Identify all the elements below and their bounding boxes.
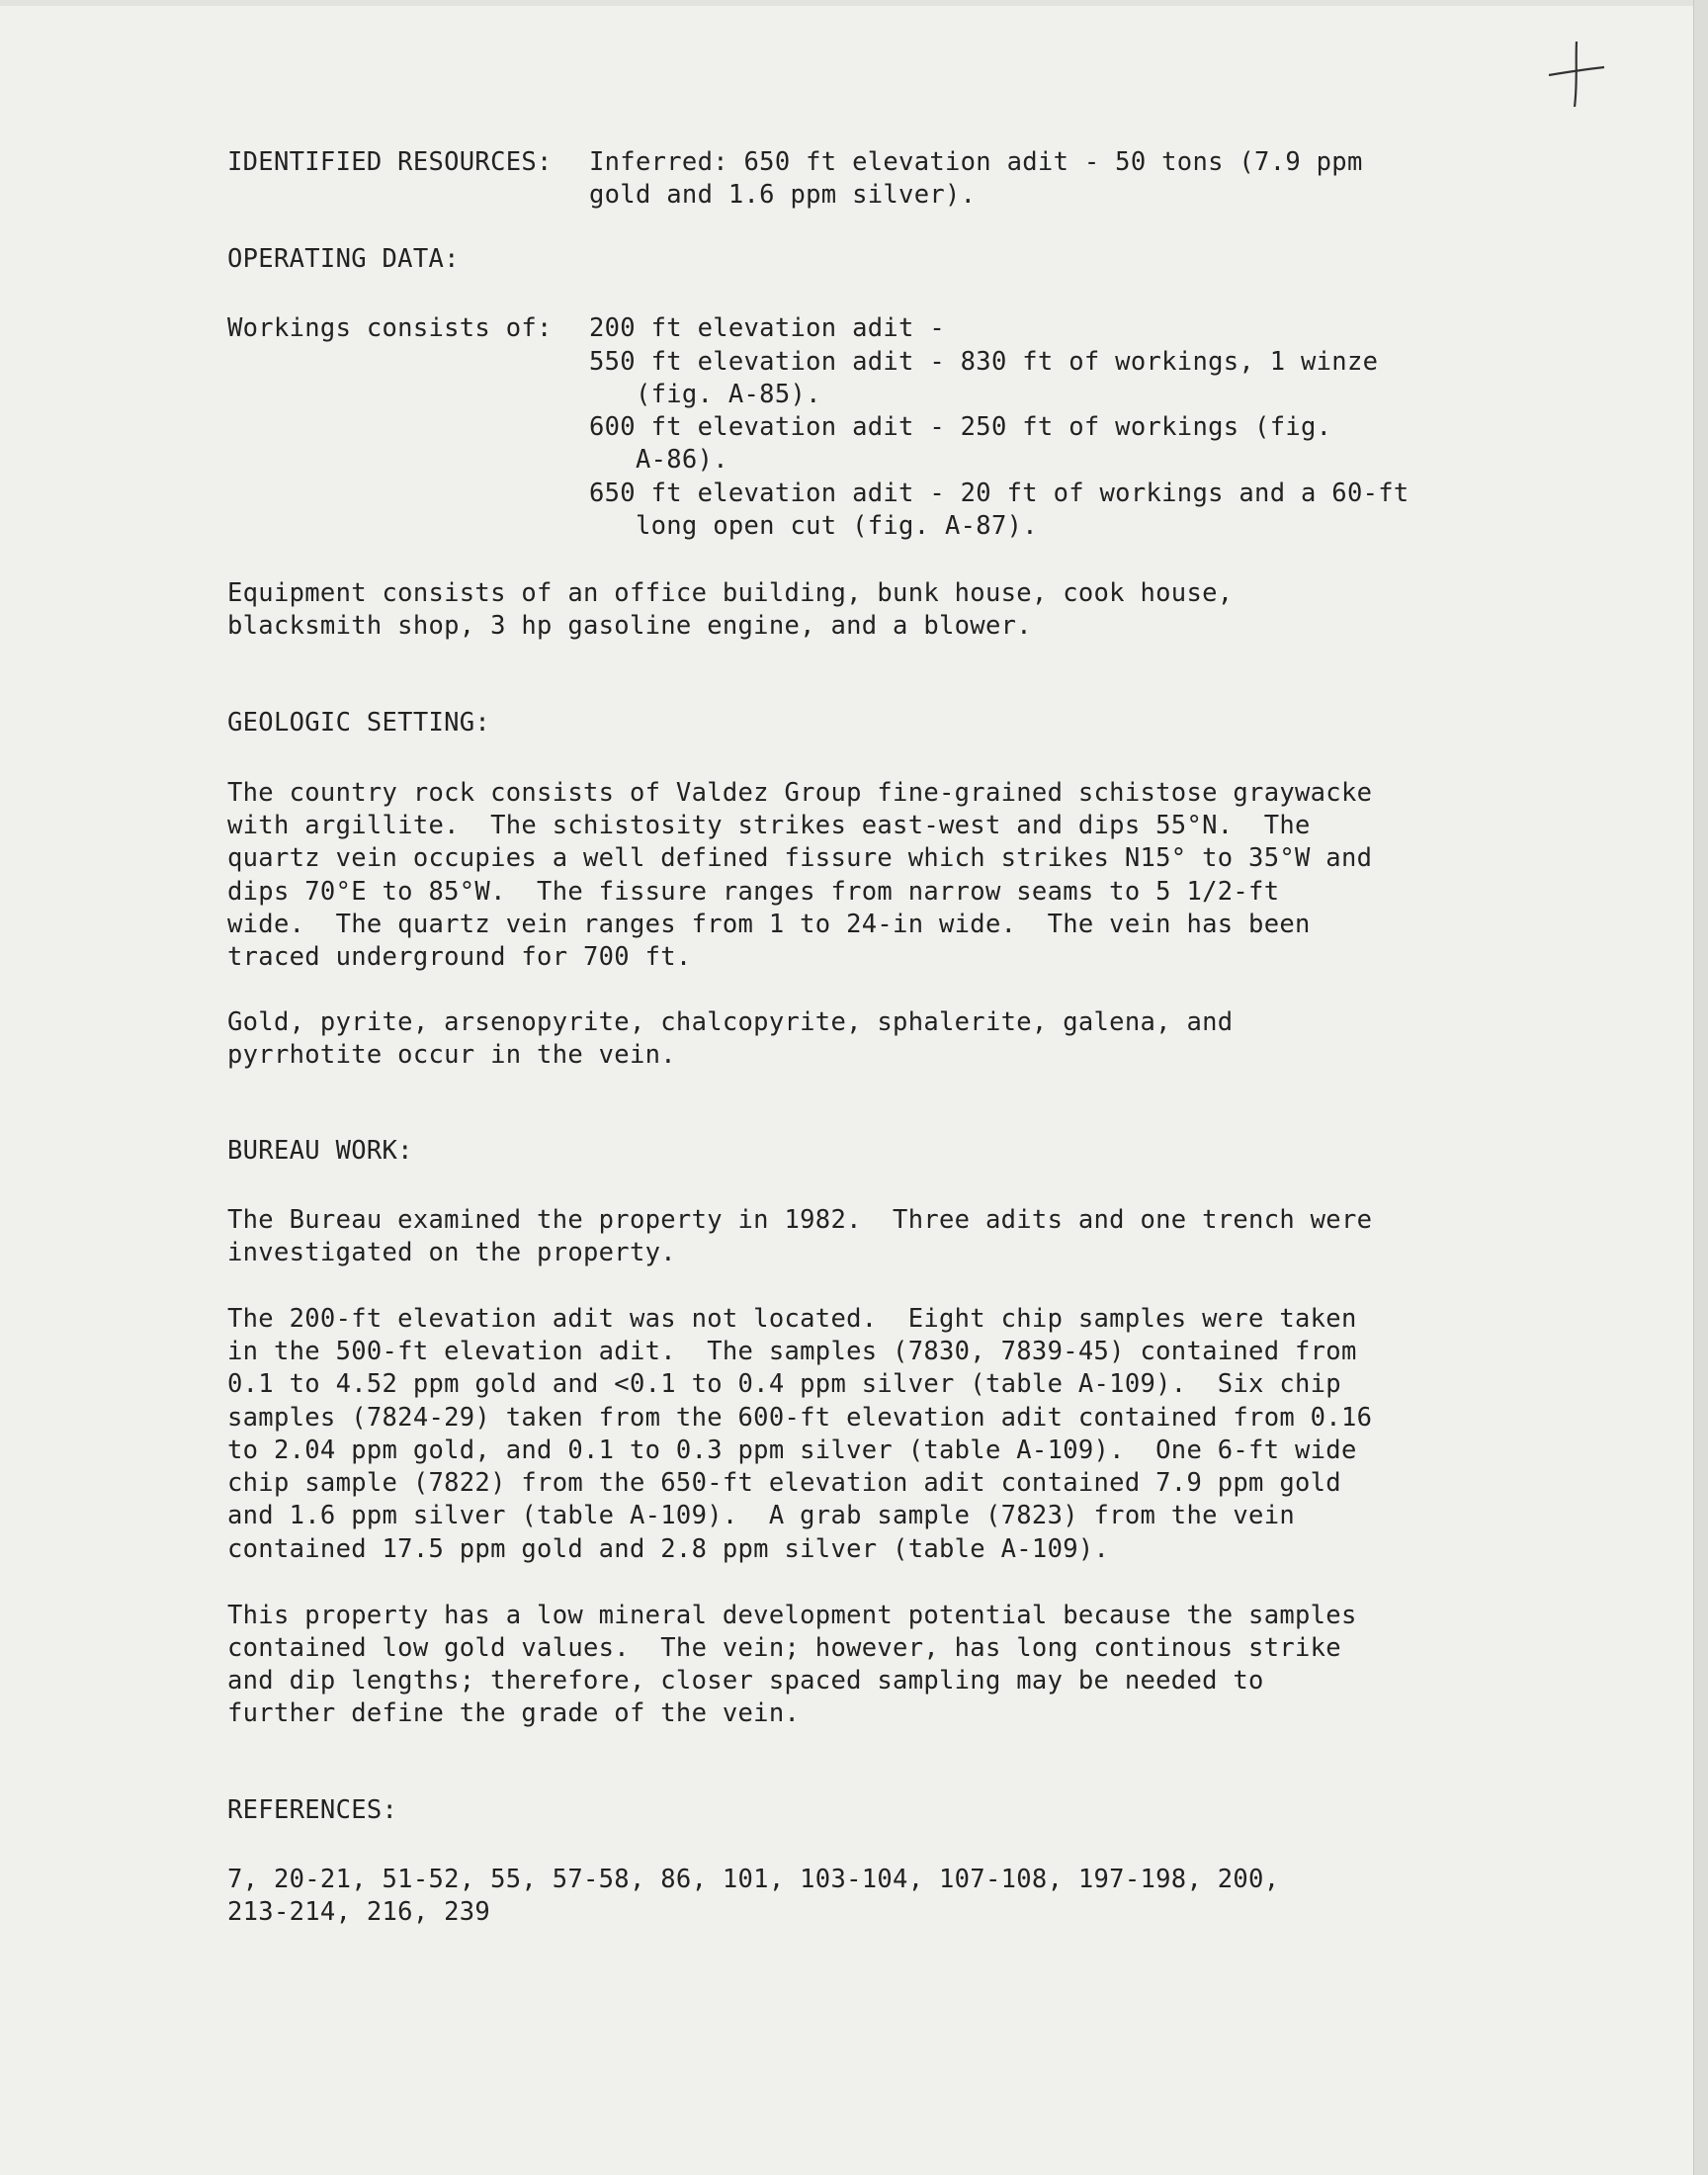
sampling-line: The 200-ft elevation adit was not located. Eight chip samples were taken bbox=[227, 1304, 1357, 1334]
geologic-line: quartz vein occupies a well defined fissure which strikes N15° to 35°W and bbox=[227, 843, 1373, 873]
potential-line: further define the grade of the vein. bbox=[227, 1698, 801, 1728]
equipment-line: blacksmith shop, 3 hp gasoline engine, and a blower. bbox=[227, 611, 1032, 641]
bureau-work-heading: BUREAU WORK: bbox=[227, 1136, 413, 1166]
workings-line: 650 ft elevation adit - 20 ft of workings and a 60-ft bbox=[589, 478, 1409, 508]
bureau-line: investigated on the property. bbox=[227, 1238, 676, 1267]
references-line: 7, 20-21, 51-52, 55, 57-58, 86, 101, 103-104, 107-108, 197-198, 200, bbox=[227, 1865, 1280, 1894]
workings-line: long open cut (fig. A-87). bbox=[589, 511, 1038, 541]
minerals-line: Gold, pyrite, arsenopyrite, chalcopyrite, sphalerite, galena, and bbox=[227, 1007, 1234, 1037]
geologic-setting-heading: GEOLOGIC SETTING: bbox=[227, 708, 491, 738]
workings-line: (fig. A-85). bbox=[589, 380, 821, 409]
geologic-line: traced underground for 700 ft. bbox=[227, 942, 692, 972]
identified-resources-line: gold and 1.6 ppm silver). bbox=[589, 180, 977, 210]
identified-resources-line: Inferred: 650 ft elevation adit - 50 tons (7.9 ppm bbox=[589, 147, 1363, 177]
minerals-line: pyrrhotite occur in the vein. bbox=[227, 1040, 676, 1070]
workings-line: 550 ft elevation adit - 830 ft of workings, 1 winze bbox=[589, 347, 1379, 377]
workings-label: Workings consists of: bbox=[227, 313, 553, 343]
page-right-edge bbox=[1693, 0, 1708, 2175]
workings-line: A-86). bbox=[589, 445, 728, 475]
sampling-line: to 2.04 ppm gold, and 0.1 to 0.3 ppm silver (table A-109). One 6-ft wide bbox=[227, 1436, 1357, 1465]
sampling-line: chip sample (7822) from the 650-ft elevation adit contained 7.9 ppm gold bbox=[227, 1468, 1341, 1498]
geologic-line: with argillite. The schistosity strikes east-west and dips 55°N. The bbox=[227, 811, 1311, 840]
references-heading: REFERENCES: bbox=[227, 1795, 398, 1825]
bureau-line: The Bureau examined the property in 1982. Three adits and one trench were bbox=[227, 1205, 1373, 1235]
identified-resources-label: IDENTIFIED RESOURCES: bbox=[227, 147, 553, 177]
operating-data-heading: OPERATING DATA: bbox=[227, 244, 460, 274]
sampling-line: samples (7824-29) taken from the 600-ft elevation adit contained from 0.16 bbox=[227, 1403, 1373, 1433]
potential-line: contained low gold values. The vein; however, has long continous strike bbox=[227, 1633, 1341, 1663]
potential-line: This property has a low mineral development potential because the samples bbox=[227, 1601, 1357, 1630]
references-line: 213-214, 216, 239 bbox=[227, 1897, 491, 1927]
handwritten-cross-mark bbox=[1547, 40, 1606, 109]
sampling-line: and 1.6 ppm silver (table A-109). A grab sample (7823) from the vein bbox=[227, 1501, 1296, 1530]
page-top-edge bbox=[0, 0, 1708, 6]
workings-line: 200 ft elevation adit - bbox=[589, 313, 946, 343]
sampling-line: contained 17.5 ppm gold and 2.8 ppm silver (table A-109). bbox=[227, 1534, 1110, 1564]
sampling-line: in the 500-ft elevation adit. The samples (7830, 7839-45) contained from bbox=[227, 1337, 1357, 1366]
geologic-line: wide. The quartz vein ranges from 1 to 24-in wide. The vein has been bbox=[227, 910, 1311, 939]
sampling-line: 0.1 to 4.52 ppm gold and <0.1 to 0.4 ppm silver (table A-109). Six chip bbox=[227, 1369, 1341, 1399]
potential-line: and dip lengths; therefore, closer spaced sampling may be needed to bbox=[227, 1666, 1264, 1696]
geologic-line: The country rock consists of Valdez Group fine-grained schistose graywacke bbox=[227, 778, 1373, 808]
equipment-line: Equipment consists of an office building, bunk house, cook house, bbox=[227, 578, 1234, 608]
workings-line: 600 ft elevation adit - 250 ft of workings (fig. bbox=[589, 412, 1332, 442]
geologic-line: dips 70°E to 85°W. The fissure ranges from narrow seams to 5 1/2-ft bbox=[227, 877, 1280, 907]
